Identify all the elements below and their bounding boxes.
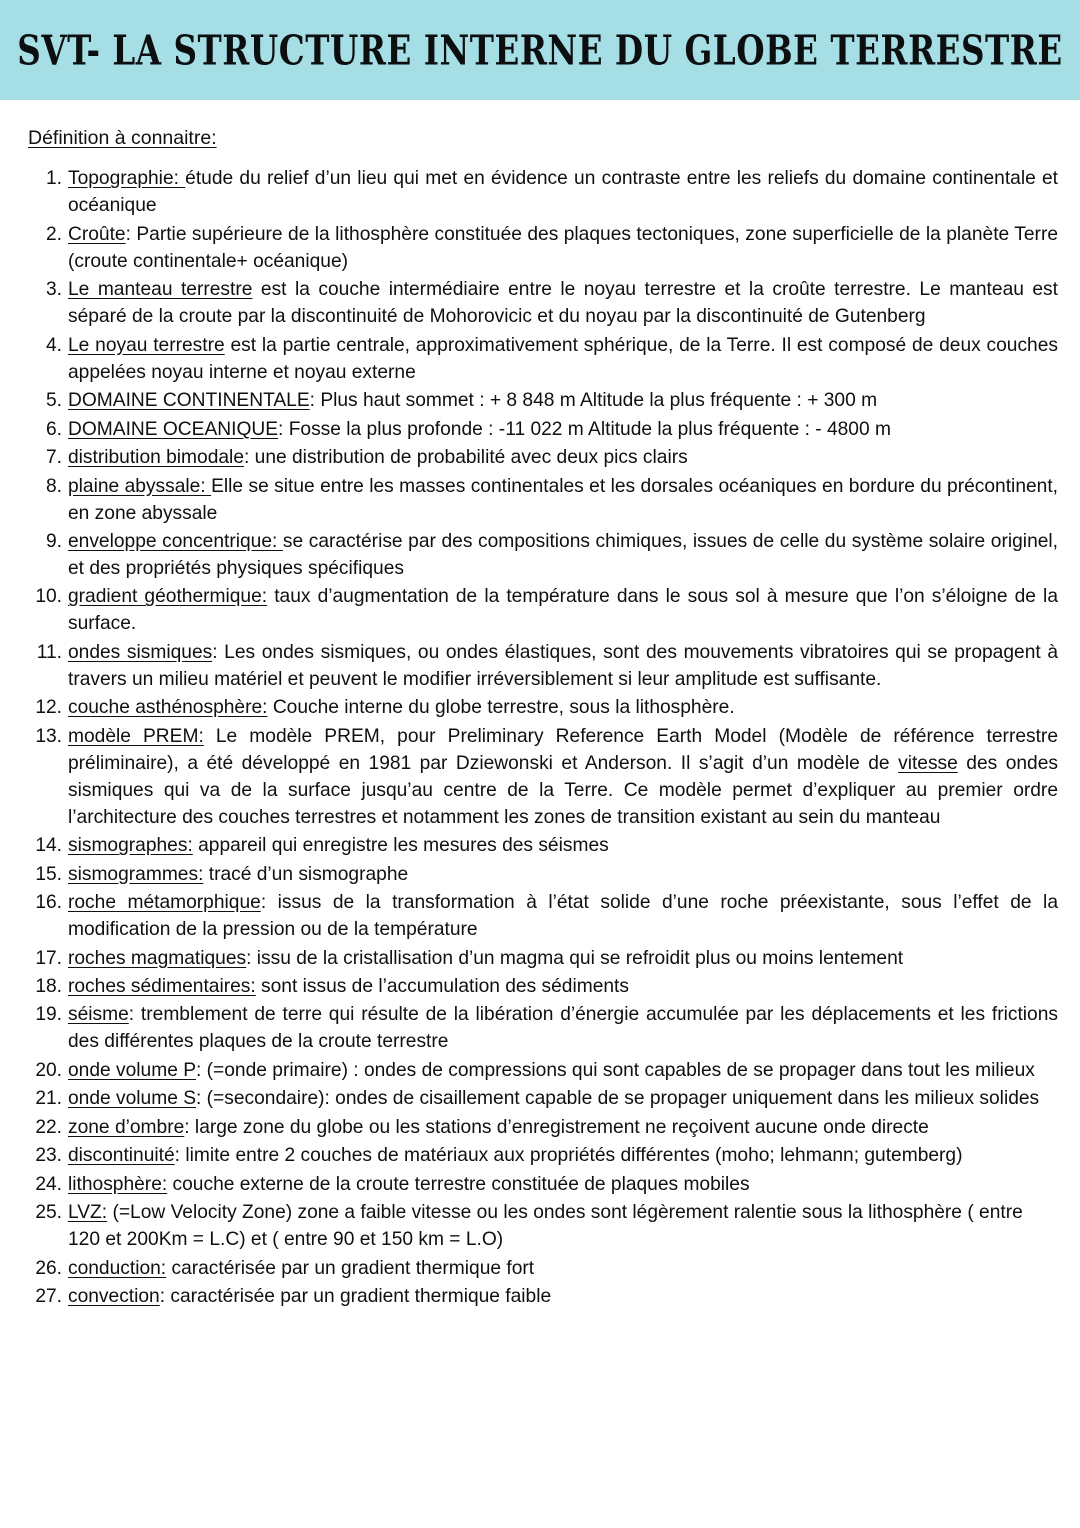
definition-number: 19. <box>35 1004 62 1026</box>
definition-text: : (=secondaire): ondes de cisaillement capable de se propager uniquement dans les milieux solides <box>196 1088 1040 1110</box>
definition-item <box>24 166 1058 220</box>
section-heading-label: Définition à connaitre: <box>28 127 217 149</box>
definition-item <box>24 724 1058 832</box>
definition-item <box>24 1058 1058 1085</box>
definition-item <box>24 1172 1058 1199</box>
definition-item <box>24 974 1058 1001</box>
definition-item <box>24 277 1058 331</box>
document-body <box>0 100 1080 1311</box>
definition-term: sismographes: <box>68 835 193 857</box>
definition-item <box>24 1086 1058 1113</box>
definition-term: DOMAINE CONTINENTALE <box>68 390 310 412</box>
definition-item <box>24 1284 1058 1311</box>
definition-text-continued: des ondes sismiques qui va de la surface jusqu’au centre de la Terre. Ce modèle permet d’expliquer au premier ordre l’architecture des couches terrestres et notamment les zones de transition existant au sein du manteau <box>68 752 1058 828</box>
definition-text: : caractérisée par un gradient thermique faible <box>159 1286 552 1308</box>
definition-term: zone d’ombre <box>68 1116 185 1138</box>
definition-number: 26. <box>35 1257 62 1279</box>
definition-item <box>24 1256 1058 1283</box>
definition-text: appareil qui enregistre les mesures des séismes <box>192 835 609 857</box>
definition-item <box>24 890 1058 944</box>
definition-text: : Les ondes sismiques, ou ondes élastiques, sont des mouvements vibratoires qui se propagent à travers un milieu matériel et peuvent le modifier irréversiblement si leur amplitude est suffisante. <box>68 641 1058 690</box>
definition-text: Couche interne du globe terrestre, sous la lithosphère. <box>267 697 735 719</box>
definition-number: 22. <box>35 1116 62 1138</box>
page-title: SVT- LA STRUCTURE INTERNE DU GLOBE TERRESTRE <box>17 24 1063 75</box>
definition-text: Elle se situe entre les masses continentales et les dorsales océaniques en bordure du précontinent, en zone abyssale <box>68 475 1058 524</box>
definition-term: couche asthénosphère: <box>68 697 268 719</box>
definition-text: Le modèle PREM, pour Preliminary Reference Earth Model (Modèle de référence terrestre préliminaire), a été développé en 1981 par Dziewonski et Anderson. Il s’agit d’un modèle de <box>68 725 1058 774</box>
definition-number: 1. <box>45 168 62 190</box>
page-header-banner <box>0 0 1080 100</box>
definition-text: : Plus haut sommet : + 8 848 m Altitude la plus fréquente : + 300 m <box>309 390 878 412</box>
definition-text: : Fosse la plus profonde : -11 022 m Altitude la plus fréquente : - 4800 m <box>278 418 891 440</box>
definition-number: 23. <box>35 1145 62 1167</box>
definition-number: 17. <box>35 947 62 969</box>
definition-term: modèle PREM: <box>68 725 204 747</box>
definition-term: discontinuité <box>68 1145 175 1167</box>
definition-item <box>24 862 1058 889</box>
definition-term: onde volume P <box>68 1059 196 1081</box>
definition-term: Topographie: <box>68 168 186 190</box>
definition-text: tracé d’un sismographe <box>203 863 409 885</box>
definition-text: sont issus de l’accumulation des sédiments <box>255 975 629 997</box>
definition-number: 27. <box>35 1286 62 1308</box>
definition-term: roches sédimentaires: <box>68 975 256 997</box>
definition-term: enveloppe concentrique: <box>68 530 283 552</box>
definition-term: Le noyau terrestre <box>68 334 225 356</box>
definition-number: 25. <box>35 1202 62 1224</box>
definition-text: : une distribution de probabilité avec deux pics clairs <box>244 447 688 469</box>
definition-number: 9. <box>45 530 62 552</box>
definition-term: DOMAINE OCEANIQUE <box>68 418 279 440</box>
definition-number: 13. <box>35 725 62 747</box>
definition-item <box>24 417 1058 444</box>
definition-number: 4. <box>45 334 62 356</box>
definition-text: couche externe de la croute terrestre constituée de plaques mobiles <box>167 1173 750 1195</box>
definition-item <box>24 388 1058 415</box>
definition-term: LVZ: <box>68 1202 108 1224</box>
definition-term: distribution bimodale <box>68 447 244 469</box>
definition-term: roche métamorphique <box>68 892 261 914</box>
definition-number: 5. <box>45 390 62 412</box>
definition-item <box>24 1002 1058 1056</box>
definition-text: : (=onde primaire) : ondes de compressions qui sont capables de se propager dans tout les milieux <box>196 1059 1035 1081</box>
definition-item <box>24 640 1058 694</box>
definition-number: 10. <box>35 586 62 608</box>
definition-text: taux d’augmentation de la température dans le sous sol à mesure que l’on s’éloigne de la surface. <box>68 586 1058 635</box>
definition-number: 8. <box>45 475 62 497</box>
definition-item <box>24 695 1058 722</box>
definition-item <box>24 1115 1058 1142</box>
section-heading <box>28 127 217 150</box>
definition-text: (=Low Velocity Zone) zone a faible vitesse ou les ondes sont légèrement ralentie sous la lithosphère ( entre 120 et 200Km = L.C) et ( entre 90 et 150 km = L.O) <box>68 1202 1023 1251</box>
definition-item <box>24 333 1058 387</box>
definition-text: : Partie supérieure de la lithosphère constituée des plaques tectoniques, zone superficielle de la planète Terre (croute continentale+ océanique) <box>68 223 1058 272</box>
definition-number: 21. <box>35 1088 62 1110</box>
definition-item <box>24 222 1058 276</box>
definition-term: séisme <box>68 1004 129 1026</box>
definition-number: 12. <box>35 697 62 719</box>
definition-number: 15. <box>35 863 62 885</box>
definition-text: étude du relief d’un lieu qui met en évidence un contraste entre les reliefs du domaine continentale et océanique <box>68 168 1058 217</box>
definition-item <box>24 445 1058 472</box>
definition-text: caractérisée par un gradient thermique fort <box>166 1257 535 1279</box>
definition-list <box>24 166 1058 1311</box>
definition-text: : tremblement de terre qui résulte de la libération d’énergie accumulée par les déplacements et les frictions des différentes plaques de la croute terrestre <box>68 1004 1058 1053</box>
definition-number: 14. <box>35 835 62 857</box>
definition-text: : issu de la cristallisation d’un magma qui se refroidit plus ou moins lentement <box>246 947 904 969</box>
definition-number: 7. <box>45 447 62 469</box>
definition-number: 24. <box>35 1173 62 1195</box>
definition-term: convection <box>68 1286 160 1308</box>
definition-emphasis: vitesse <box>898 752 958 774</box>
definition-term: Le manteau terrestre <box>68 279 253 301</box>
definition-text: est la partie centrale, approximativement sphérique, de la Terre. Il est composé de deux couches appelées noyau interne et noyau externe <box>68 334 1058 383</box>
definition-item <box>24 833 1058 860</box>
definition-term: conduction: <box>68 1257 167 1279</box>
definition-item <box>24 474 1058 528</box>
definition-text: est la couche intermédiaire entre le noyau terrestre et la croûte terrestre. Le manteau est séparé de la croute par la discontinuité de Mohorovicic et du noyau par la discontinuité de Gutenberg <box>68 279 1058 328</box>
definition-number: 18. <box>35 975 62 997</box>
definition-text: se caractérise par des compositions chimiques, issues de celle du système solaire originel, et des propriétés physiques spécifiques <box>68 530 1059 579</box>
definition-term: ondes sismiques <box>68 641 213 663</box>
definition-item <box>24 946 1058 973</box>
definition-term: onde volume S <box>68 1088 196 1110</box>
definition-term: gradient géothermique: <box>68 586 268 608</box>
definition-number: 2. <box>45 223 62 245</box>
definition-term: plaine abyssale: <box>68 475 212 497</box>
definition-item <box>24 1200 1058 1254</box>
definition-number: 6. <box>45 418 62 440</box>
definition-text: : issus de la transformation à l’état solide d’une roche préexistante, sous l’effet de la modification de la pression ou de la température <box>68 892 1058 941</box>
definition-number: 20. <box>35 1059 62 1081</box>
definition-item <box>24 1143 1058 1170</box>
definition-item <box>24 584 1058 638</box>
definition-number: 11. <box>36 641 62 663</box>
definition-term: Croûte <box>68 223 126 245</box>
definition-number: 3. <box>45 279 62 301</box>
definition-item <box>24 529 1058 583</box>
definition-term: sismogrammes: <box>68 863 204 885</box>
definition-text: : large zone du globe ou les stations d’enregistrement ne reçoivent aucune onde directe <box>184 1116 929 1138</box>
definition-number: 16. <box>35 892 62 914</box>
definition-text: : limite entre 2 couches de matériaux aux propriétés différentes (moho; lehmann; gutemberg) <box>174 1145 963 1167</box>
definition-term: lithosphère: <box>68 1173 168 1195</box>
definition-term: roches magmatiques <box>68 947 247 969</box>
